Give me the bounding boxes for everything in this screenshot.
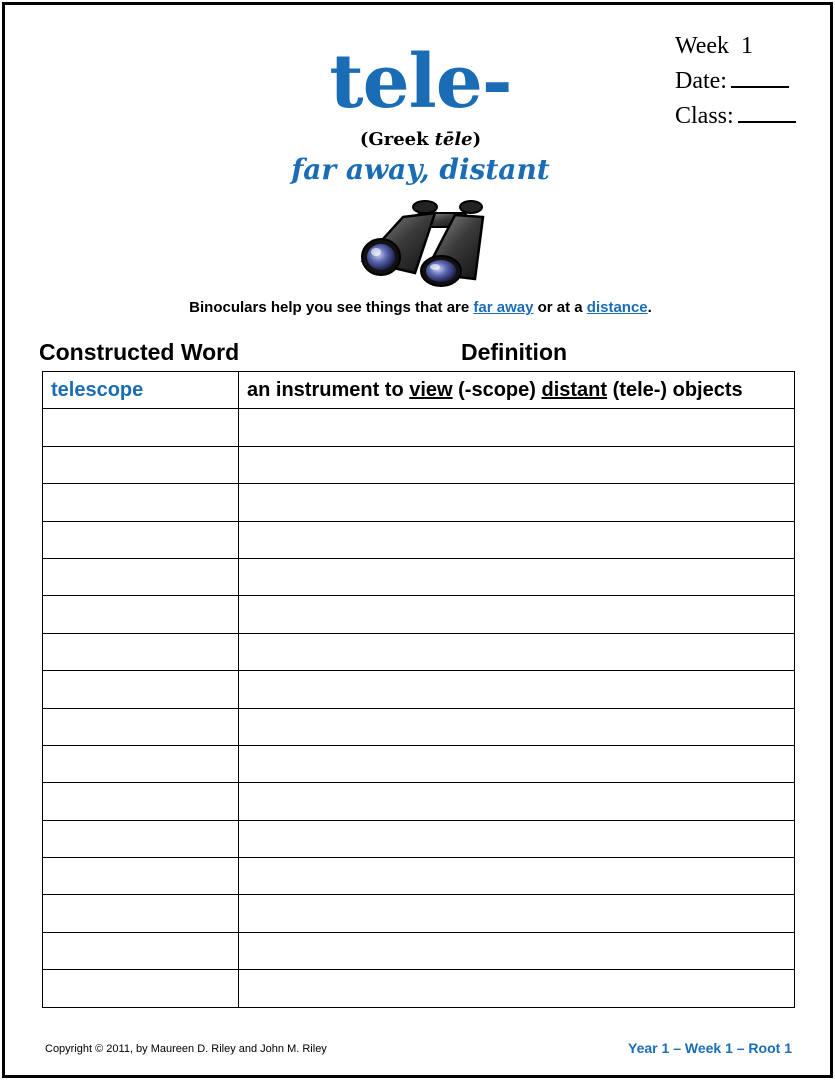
blank-row	[43, 783, 795, 820]
blank-row	[43, 484, 795, 521]
definition-cell[interactable]	[239, 558, 795, 595]
worksheet-page	[2, 2, 833, 1078]
word-cell[interactable]	[43, 409, 239, 446]
word-cell[interactable]	[43, 932, 239, 969]
definition-cell[interactable]	[239, 858, 795, 895]
definition-cell[interactable]	[239, 633, 795, 670]
def-part-3: (tele-) objects	[607, 378, 743, 401]
root-meaning: far away, distant	[291, 153, 550, 186]
blank-row	[43, 596, 795, 633]
definition-cell[interactable]	[239, 970, 795, 1007]
blank-row	[43, 409, 795, 446]
definition-cell[interactable]	[239, 932, 795, 969]
example-definition	[239, 372, 795, 409]
week-line	[675, 29, 796, 64]
week-label: Week	[675, 33, 730, 59]
word-cell[interactable]	[43, 446, 239, 483]
definition-cell[interactable]	[239, 596, 795, 633]
binoculars-icon	[355, 195, 489, 287]
blank-row	[43, 708, 795, 745]
far-away-link[interactable]: far away	[473, 299, 534, 316]
definition-cell[interactable]	[239, 446, 795, 483]
example-word: telescope	[43, 372, 239, 409]
blank-row	[43, 633, 795, 670]
word-cell[interactable]	[43, 783, 239, 820]
definition-cell[interactable]	[239, 708, 795, 745]
distance-link[interactable]: distance	[586, 299, 648, 316]
root-title: tele-	[329, 39, 512, 125]
def-underline-view: view	[409, 378, 453, 401]
word-cell[interactable]	[43, 820, 239, 857]
def-part-2: (-scope)	[452, 378, 542, 401]
sentence-part-2: or at a	[533, 299, 587, 316]
origin-word: tēle	[434, 129, 473, 150]
definition-cell[interactable]	[239, 820, 795, 857]
date-label: Date:	[675, 68, 727, 94]
definition-cell[interactable]	[239, 671, 795, 708]
blank-row	[43, 858, 795, 895]
word-cell[interactable]	[43, 895, 239, 932]
def-part-1: an instrument to	[247, 378, 410, 401]
word-cell[interactable]	[43, 708, 239, 745]
blank-row	[43, 446, 795, 483]
def-underline-distant: distant	[541, 378, 608, 401]
blank-row	[43, 671, 795, 708]
origin-prefix: (Greek	[359, 129, 429, 150]
definition-cell[interactable]	[239, 409, 795, 446]
week-number: 1	[741, 33, 754, 59]
blank-row	[43, 932, 795, 969]
word-cell[interactable]	[43, 858, 239, 895]
origin-suffix: )	[472, 129, 482, 150]
meta-block	[675, 29, 796, 134]
sentence-part-3: .	[647, 299, 652, 316]
class-blank[interactable]	[738, 101, 796, 123]
definition-cell[interactable]	[239, 521, 795, 558]
blank-row	[43, 820, 795, 857]
word-cell[interactable]	[43, 596, 239, 633]
class-line	[675, 99, 796, 134]
definition-cell[interactable]	[239, 745, 795, 782]
blank-row	[43, 558, 795, 595]
word-cell[interactable]	[43, 671, 239, 708]
word-cell[interactable]	[43, 558, 239, 595]
date-blank[interactable]	[731, 66, 789, 88]
definition-heading: Definition	[461, 339, 568, 365]
class-label: Class:	[675, 103, 734, 129]
copyright-notice: Copyright © 2011, by Maureen D. Riley and John M. Riley	[45, 1043, 327, 1055]
word-cell[interactable]	[43, 970, 239, 1007]
constructed-word-heading: Constructed Word	[39, 339, 240, 365]
word-cell[interactable]	[43, 521, 239, 558]
sentence-part-1: Binoculars help you see things that are	[189, 299, 474, 316]
example-row	[43, 372, 795, 409]
date-line	[675, 64, 796, 99]
word-cell[interactable]	[43, 484, 239, 521]
blank-row	[43, 745, 795, 782]
word-cell[interactable]	[43, 633, 239, 670]
definition-cell[interactable]	[239, 783, 795, 820]
word-cell[interactable]	[43, 745, 239, 782]
definition-cell[interactable]	[239, 895, 795, 932]
blank-row	[43, 970, 795, 1007]
lesson-location: Year 1 – Week 1 – Root 1	[628, 1040, 792, 1056]
word-table	[42, 371, 795, 1008]
blank-row	[43, 895, 795, 932]
example-sentence	[5, 299, 835, 316]
blank-row	[43, 521, 795, 558]
definition-cell[interactable]	[239, 484, 795, 521]
